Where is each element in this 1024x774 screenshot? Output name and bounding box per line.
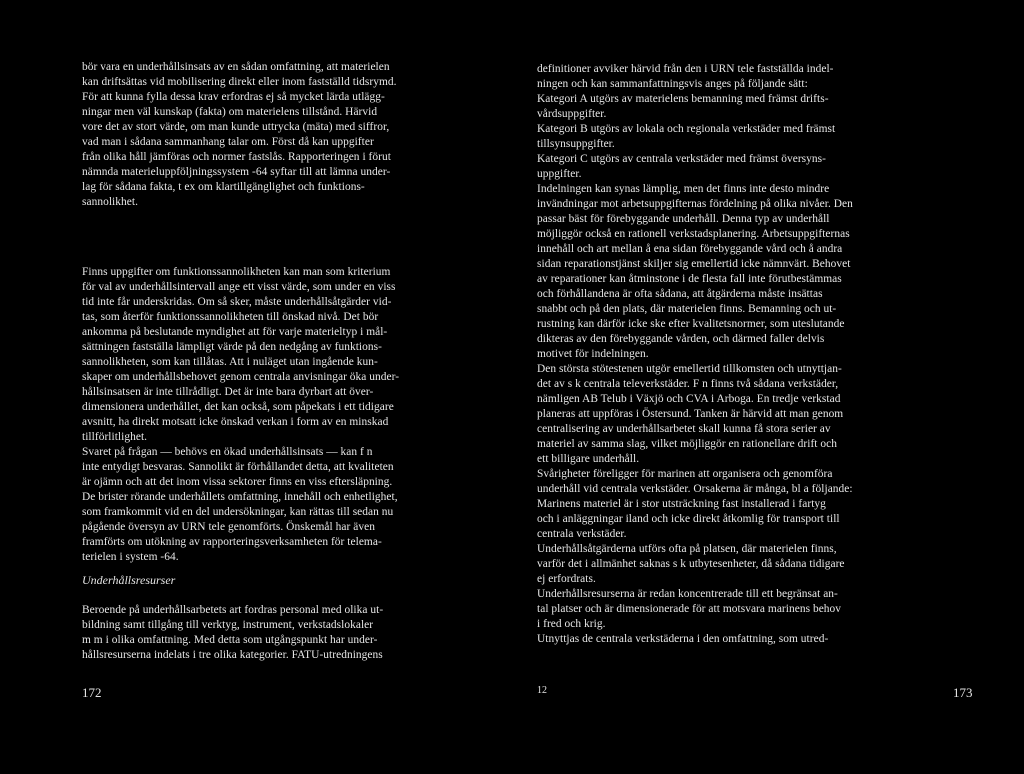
text-line: sättningen fastställa lämpligt värde på den nedgång av funktions-: [82, 341, 382, 353]
text-line: definitioner avviker härvid från den i URN tele fastställda indel-: [537, 63, 834, 75]
text-line: vad man i sådana sammanhang talar om. Först då kan uppgifter: [82, 136, 374, 148]
text-line: hållsinsatsen är inte tillrådligt. Det är inte bara dyrbart att över-: [82, 386, 374, 398]
text-line: nämnda materieluppföljningssystem -64 syftar till att lämna under-: [82, 166, 391, 178]
text-line: sannolikhet.: [82, 196, 138, 208]
text-line: centrala verkstäder.: [537, 528, 627, 540]
text-line: Beroende på underhållsarbetets art fordras personal med olika ut-: [82, 604, 384, 616]
text-line: ankomma på beslutande myndighet att för varje materieltyp i mål-: [82, 326, 388, 338]
text-line: m m i olika omfattning. Med detta som utgångspunkt har under-: [82, 634, 378, 646]
text-line: snabbt och på den plats, där materielen finns. Bemanning och ut-: [537, 303, 837, 315]
text-line: Kategori A utgörs av materielens bemanning med främst drifts-: [537, 93, 829, 105]
text-line: som framkommit vid en del undersökningar, kan rättas till sedan nu: [82, 506, 394, 518]
text-line: det av s k centrala televerkstäder. F n finns två sådana verkstäder,: [537, 378, 839, 390]
text-line: Kategori B utgörs av lokala och regionala verkstäder med främst: [537, 123, 836, 135]
text-line: bör vara en underhållsinsats av en sådan omfattning, att materielen: [82, 61, 390, 73]
text-line: Svaret på frågan — behövs en ökad underhållsinsats — kan f n: [82, 446, 373, 458]
text-line: tal platser och är dimensionerade för att motsvara marinens behov: [537, 603, 842, 615]
text-line: pågående översyn av URN tele genomförts. Önskemål har även: [82, 521, 375, 533]
text-line: materiel av samma slag, vilket möjliggör en rationellare drift och: [537, 438, 837, 450]
text-line: centralisering av underhållsarbetet skall kunna få stora serier av: [537, 423, 831, 435]
text-line: ningar men väl kunskap (fakta) om materielens tillstånd. Härvid: [82, 106, 378, 118]
text-line: Den största stötestenen utgör emellertid tillkomsten och utnyttjan-: [537, 363, 842, 375]
text-line: vårdsuppgifter.: [537, 108, 607, 120]
text-line: De brister rörande underhållets omfattning, innehåll och enhetlighet,: [82, 491, 398, 503]
text-line: tid inte får underskridas. Om så sker, måste underhållsåtgärder vid-: [82, 296, 392, 308]
text-line: lag för sådana fakta, t ex om klartillgänglighet och funktions-: [82, 181, 365, 193]
left-paragraph-3: [82, 603, 492, 663]
text-line: kan driftsättas vid mobilisering direkt eller inom fastställd tidsrymd.: [82, 76, 397, 88]
text-line: sidan reparationstjänst skiljer sig emellertid icke nämnvärt. Behovet: [537, 258, 851, 270]
text-line: bildning samt tillgång till verktyg, instrument, verkstadslokaler: [82, 619, 374, 631]
text-line: motivet för indelningen.: [537, 348, 649, 360]
text-line: Utnyttjas de centrala verkstäderna i den omfattning, som utred-: [537, 633, 829, 645]
text-line: framförts om utökning av rapporteringsverksamheten för telema-: [82, 536, 382, 548]
text-line: Underhållsåtgärderna utförs ofta på platsen, där materielen finns,: [537, 543, 837, 555]
right-column-text: [537, 62, 947, 647]
page-number-right: 173: [953, 685, 973, 700]
text-line: planeras att uppföras i Östersund. Tanken är härvid att man genom: [537, 408, 844, 420]
text-line: Marinens materiel är i stor utsträckning fast installerad i fartyg: [537, 498, 826, 510]
text-line: nämligen AB Telub i Växjö och CVA i Arboga. En tredje verkstad: [537, 393, 841, 405]
text-line: Kategori C utgörs av centrala verkstäder med främst översyns-: [537, 153, 826, 165]
text-line: skaper om underhållsbehovet genom centrala anvisningar öka under-: [82, 371, 400, 383]
text-line: invändningar mot arbetsuppgifternas fördelning på olika nivåer. Den: [537, 198, 853, 210]
text-line: sannolikheten, som kan tillåtas. Att i nuläget utan ingående kun-: [82, 356, 378, 368]
text-line: tillförlitlighet.: [82, 431, 148, 443]
page-number-left: 172: [82, 685, 102, 700]
left-paragraph-1: [82, 60, 492, 210]
text-line: varför det i allmänhet saknas s k utbytesenheter, då sådana tidigare: [537, 558, 845, 570]
signature-mark: 12: [537, 685, 547, 696]
text-line: ej erfordrats.: [537, 573, 596, 585]
text-line: är ojämn och att det inom vissa sektorer finns en viss eftersläpning.: [82, 476, 393, 488]
left-paragraph-2: [82, 265, 492, 565]
text-line: Svårigheter föreligger för marinen att organisera och genomföra: [537, 468, 833, 480]
text-line: hållsresurserna indelats i tre olika kategorier. FATU-utredningens: [82, 649, 383, 661]
text-line: vore det av stort värde, om man kunde uttrycka (mäta) med siffror,: [82, 121, 390, 133]
text-line: Finns uppgifter om funktionssannolikheten kan man som kriterium: [82, 266, 391, 278]
text-line: möjliggör också en rationell verkstadsplanering. Arbetsuppgifternas: [537, 228, 850, 240]
text-line: och förhållandena är ofta sådana, att åtgärderna måste insättas: [537, 288, 823, 300]
text-line: i fred och krig.: [537, 618, 606, 630]
text-line: tillsynsuppgifter.: [537, 138, 615, 150]
text-line: terielen i system -64.: [82, 551, 179, 563]
text-line: och i anläggningar iland och icke direkt åtkomlig för transport till: [537, 513, 840, 525]
section-heading: Underhållsresurser: [82, 573, 176, 587]
text-line: tas, som återför funktionssannolikheten till önskad nivå. Det bör: [82, 311, 379, 323]
text-line: dimensionera underhållet, det kan också, som påpekats i ett tidigare: [82, 401, 394, 413]
text-line: uppgifter.: [537, 168, 582, 180]
text-line: dikteras av den förebyggande vården, och därmed faller delvis: [537, 333, 825, 345]
text-line: avsnitt, ha direkt motsatt icke önskad verkan i form av en minskad: [82, 416, 389, 428]
text-line: innehåll och art mellan å ena sidan förebyggande vård och å andra: [537, 243, 843, 255]
text-line: ningen och kan sammanfattningsvis anges på följande sätt:: [537, 78, 808, 90]
text-line: passar bäst för förebyggande underhåll. Denna typ av underhåll: [537, 213, 830, 225]
text-line: Indelningen kan synas lämplig, men det finns inte desto mindre: [537, 183, 830, 195]
text-line: rustning kan därför icke ske efter kvalitetsnormer, som uteslutande: [537, 318, 845, 330]
text-line: underhåll vid centrala verkstäder. Orsakerna är många, bl a följande:: [537, 483, 853, 495]
text-line: ett billigare underhåll.: [537, 453, 640, 465]
text-line: från olika håll jämföras och normer fastslås. Rapporteringen i förut: [82, 151, 391, 163]
text-line: av reparationer kan åtminstone i de flesta fall inte förutbestämmas: [537, 273, 842, 285]
text-line: för val av underhållsintervall ange ett visst värde, som under en viss: [82, 281, 396, 293]
text-line: Underhållsresurserna är redan koncentrerade till ett begränsat an-: [537, 588, 838, 600]
text-line: För att kunna fylla dessa krav erfordras ej så mycket lärda utlägg-: [82, 91, 385, 103]
text-line: inte entydigt besvaras. Sannolikt är förhållandet detta, att kvaliteten: [82, 461, 394, 473]
